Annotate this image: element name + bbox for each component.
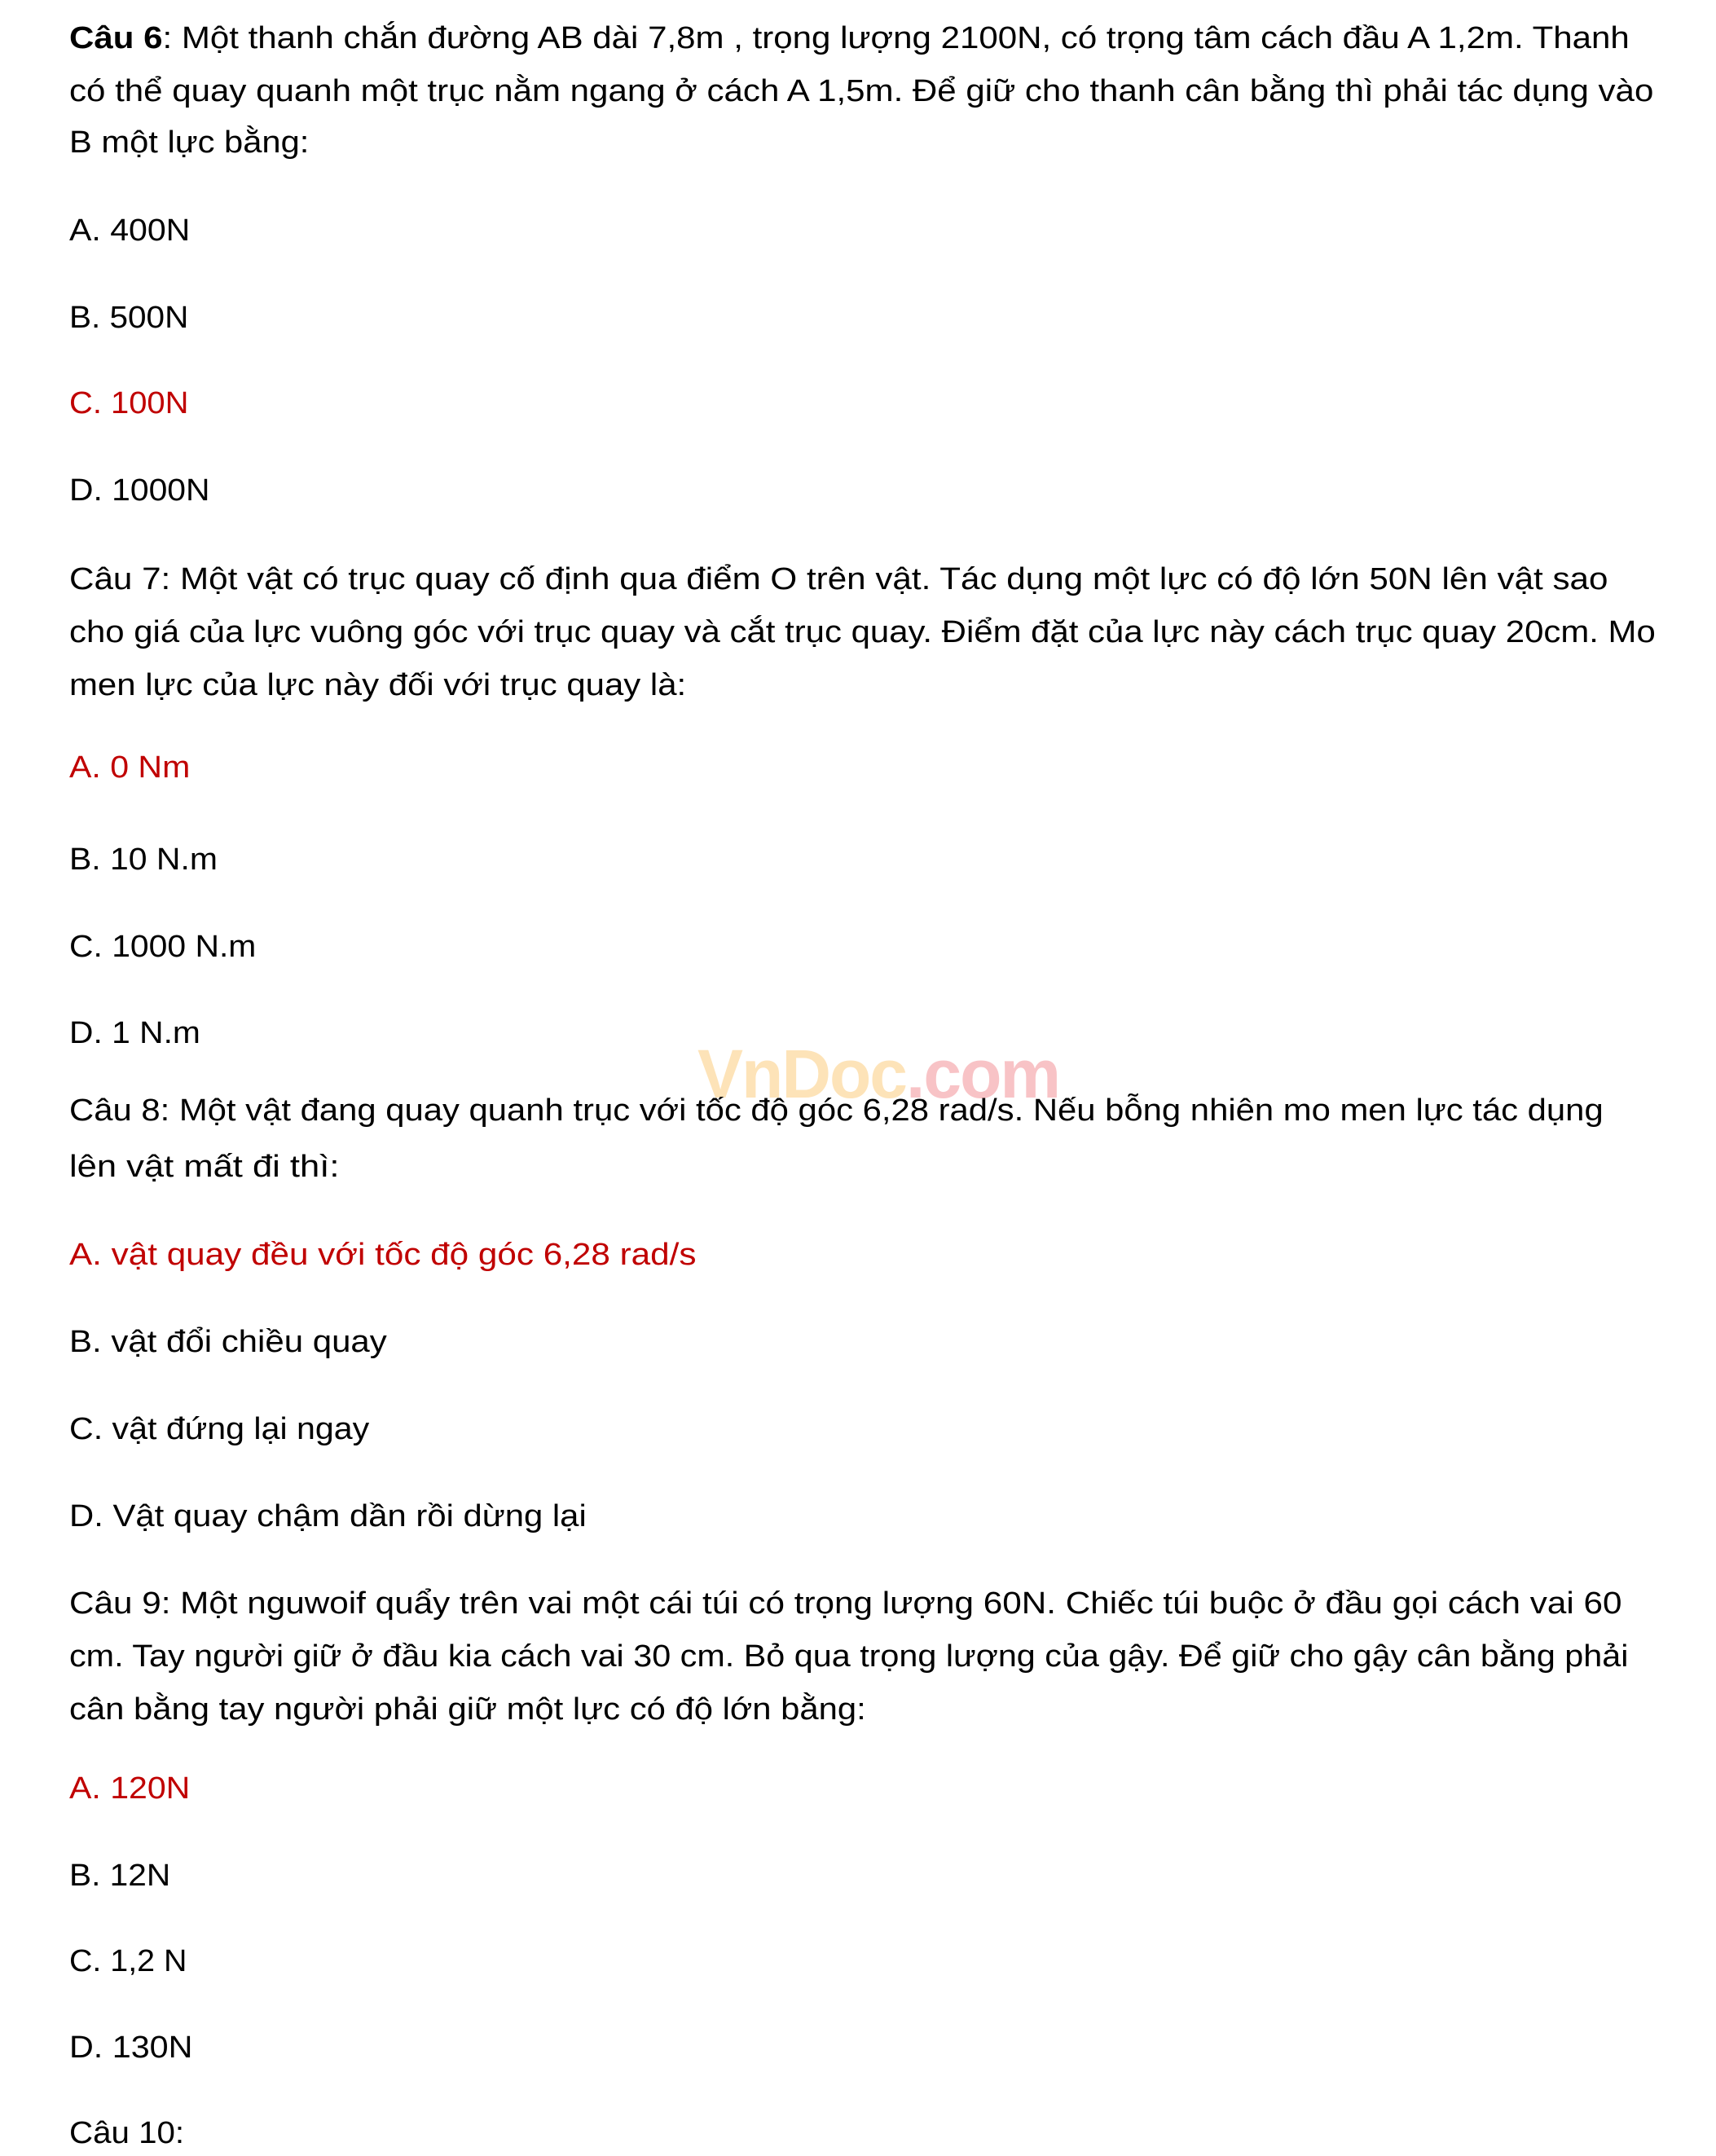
question-8-option-c: C. vật đứng lại ngay: [69, 1412, 370, 1446]
question-9-line-2: cm. Tay người giữ ở đầu kia cách vai 30 cm. Bỏ qua trọng lượng của gậy. Để giữ cho gậy cân bằng phải: [69, 1639, 1629, 1674]
question-8-line-1: Câu 8: Một vật đang quay quanh trục với tốc độ góc 6,28 rad/s. Nếu bỗng nhiên mo men lực tác dụng: [69, 1093, 1604, 1128]
question-9-option-a-correct: A. 120N: [69, 1771, 191, 1806]
question-7-line-3: men lực của lực này đối với trục quay là:: [69, 668, 687, 702]
watermark-com: .com: [906, 1036, 1060, 1112]
question-6-option-c-correct: C. 100N: [69, 386, 189, 420]
question-6-line-3: B một lực bằng:: [69, 125, 310, 160]
question-6-line-2: có thể quay quanh một trục nằm ngang ở cách A 1,5m. Để giữ cho thanh cân bằng thì phải tác dụng vào: [69, 74, 1654, 108]
question-6-option-a: A. 400N: [69, 213, 191, 248]
question-7-option-b: B. 10 N.m: [69, 843, 218, 877]
question-6-option-d: D. 1000N: [69, 473, 210, 508]
question-7-option-c: C. 1000 N.m: [69, 930, 257, 964]
question-10-line-1: Câu 10:: [69, 2116, 185, 2150]
question-7-line-2: cho giá của lực vuông góc với trục quay và cắt trục quay. Điểm đặt của lực này cách trục quay 20cm. Mo: [69, 615, 1656, 649]
question-7-line-1: Câu 7: Một vật có trục quay cố định qua điểm O trên vật. Tác dụng một lực có độ lớn 50N lên vật sao: [69, 562, 1608, 596]
question-8-option-a-correct: A. vật quay đều với tốc độ góc 6,28 rad/s: [69, 1238, 697, 1272]
question-8-line-2: lên vật mất đi thì:: [69, 1150, 340, 1184]
question-8-option-b: B. vật đổi chiều quay: [69, 1325, 387, 1359]
question-9-line-3: cân bằng tay người phải giữ một lực có độ lớn bằng:: [69, 1692, 866, 1727]
question-9-option-b: B. 12N: [69, 1859, 171, 1893]
question-6-label: Câu 6: [69, 21, 163, 55]
question-6-line-1: Câu 6: Một thanh chắn đường AB dài 7,8m , trọng lượng 2100N, có trọng tâm cách đầu A 1,2m. Thanh: [69, 21, 1630, 55]
question-9-option-c: C. 1,2 N: [69, 1944, 187, 1978]
question-7-option-d: D. 1 N.m: [69, 1016, 200, 1050]
question-8-option-d: D. Vật quay chậm dần rồi dừng lại: [69, 1499, 587, 1533]
question-9-line-1: Câu 9: Một nguwoif quẩy trên vai một cái túi có trọng lượng 60N. Chiếc túi buộc ở đầu gọi cách vai 60: [69, 1586, 1622, 1621]
question-7-option-a-correct: A. 0 Nm: [69, 750, 191, 785]
watermark-vndoc: VnDoc: [697, 1036, 907, 1112]
question-6-option-b: B. 500N: [69, 301, 189, 335]
question-9-option-d: D. 130N: [69, 2031, 193, 2065]
